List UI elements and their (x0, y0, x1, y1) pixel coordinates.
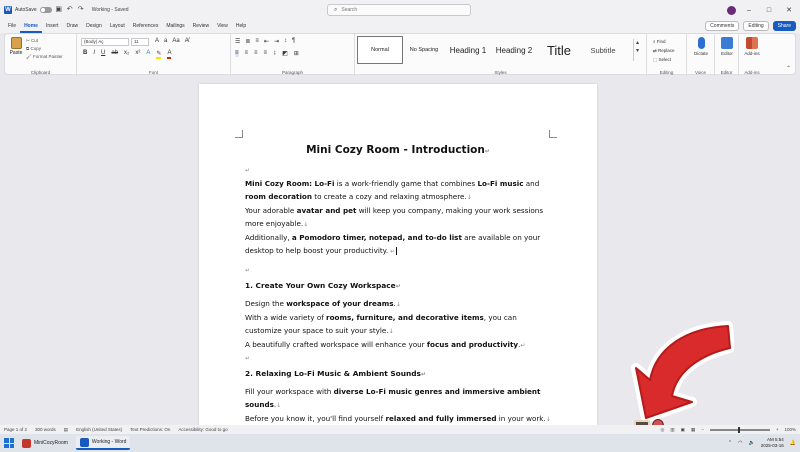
section-1-paragraph-2[interactable]: With a wide variety of rooms, furniture, and decorative items, you can customize your space to suit your style.↓ (245, 313, 517, 335)
maximize-icon[interactable]: □ (766, 6, 772, 14)
title-bar (0, 0, 800, 20)
language-status[interactable]: English (United States) (76, 427, 123, 432)
copy-button[interactable]: ⧉ Copy (26, 46, 41, 51)
body-text: and (523, 179, 540, 188)
style-subtitle[interactable]: Subtitle (590, 45, 616, 55)
tab-view[interactable]: View (217, 23, 228, 29)
bold-text: relaxed and fully immersed (385, 414, 497, 423)
body-text: . (518, 340, 521, 349)
font-group-label: Font (148, 70, 158, 75)
body-text: . (273, 400, 277, 409)
intro-paragraph-1[interactable]: Mini Cozy Room: Lo-Fi is a work-friendly game that combines Lo-Fi music and room decoration to create a cozy and relaxing atmosphere.↓ (245, 179, 540, 201)
align-right-icon[interactable]: ≡ (254, 50, 258, 56)
select-label: Select (658, 57, 672, 62)
addins-label: Add-ins (744, 51, 760, 56)
change-case-icon[interactable]: Aa (172, 38, 180, 44)
body-text: With a wide variety of (245, 313, 327, 322)
document-page[interactable] (199, 84, 597, 425)
font-size-select[interactable]: 11 (131, 38, 149, 46)
comments-button[interactable]: Comments (705, 21, 739, 31)
decrease-indent-icon[interactable]: ⇤ (263, 39, 269, 45)
cut-label: Cut (31, 38, 39, 43)
zoom-slider[interactable] (710, 429, 770, 431)
word-app-icon: W (5, 7, 11, 13)
share-button[interactable]: Share (773, 21, 796, 31)
text-cursor (396, 247, 397, 255)
align-left-icon[interactable]: ≡ (235, 50, 239, 56)
search-input[interactable] (341, 7, 451, 13)
section-2-paragraph-1[interactable]: Fill your workspace with diverse Lo-Fi music genres and immersive ambient sounds.↓ (245, 387, 541, 409)
addins-group (739, 34, 765, 76)
body-text: is a work-friendly game that combines (334, 179, 478, 188)
paste-label: Paste (9, 50, 23, 56)
bold-icon[interactable]: B (83, 50, 88, 56)
empty-paragraph[interactable]: ↵ (245, 267, 251, 274)
editing-group-label: Editing (659, 70, 674, 75)
clock-date: 2025-03-16 (760, 443, 784, 448)
taskbar (0, 434, 800, 452)
format-painter-label: Format Painter (32, 54, 63, 59)
intro-paragraph-3[interactable]: Additionally, a Pomodoro timer, notepad, and to-do list are available on your desktop to help boost your productivity. ↵ (245, 233, 541, 255)
editor-group (715, 34, 739, 76)
empty-paragraph[interactable]: ↵ (245, 355, 251, 362)
styles-group-label: Styles (494, 70, 507, 75)
show-marks-icon[interactable]: ¶ (292, 38, 296, 44)
tab-home[interactable]: Home (20, 20, 42, 33)
minimize-icon[interactable]: – (747, 6, 751, 14)
bold-text: avatar and pet (296, 206, 357, 215)
editing-mode-button[interactable]: Editing (743, 21, 768, 31)
body-text: Additionally, (245, 233, 292, 242)
tab-file[interactable]: File (8, 23, 17, 29)
grow-font-icon[interactable]: A (155, 38, 160, 44)
page-count[interactable]: Page 1 of 2 (4, 427, 28, 432)
web-layout-icon[interactable]: ▦ (690, 426, 696, 432)
undo-icon[interactable]: ↶ (66, 6, 73, 13)
bold-text: a Pomodoro timer, notepad, and to-do list (291, 233, 462, 242)
document-title: Working - Saved (91, 7, 129, 13)
autosave-toggle[interactable] (40, 7, 52, 13)
line-spacing-icon[interactable]: ↨ (273, 50, 277, 56)
taskbar-app-minicozyroom[interactable] (18, 436, 72, 450)
clock[interactable] (761, 437, 784, 449)
justify-icon[interactable]: ≡ (263, 50, 268, 56)
bold-text: Lo-Fi music (477, 179, 524, 188)
read-mode-icon[interactable]: ▥ (670, 426, 675, 432)
document-body[interactable] (245, 142, 551, 425)
proofing-icon[interactable]: ▤ (63, 426, 69, 432)
volume-icon[interactable]: 🔈 (748, 440, 755, 446)
clock-time: 5:54 (775, 437, 784, 442)
tray-overflow-icon[interactable]: ⌃ (727, 440, 733, 446)
align-center-icon[interactable]: ≡ (244, 50, 249, 56)
section-1-heading[interactable]: 1. Create Your Own Cozy Workspace↵ (245, 281, 401, 290)
style-no-spacing[interactable]: No Spacing (409, 47, 439, 53)
editor-button[interactable] (716, 37, 738, 56)
copy-label: Copy (30, 46, 41, 51)
addins-group-label: Add-ins (744, 70, 760, 75)
addins-button[interactable] (740, 37, 764, 56)
borders-icon[interactable]: ⊞ (293, 51, 299, 57)
style-title[interactable]: Title (546, 42, 572, 58)
accessibility-status[interactable]: Accessibility: Good to go (178, 427, 228, 432)
tab-help[interactable]: Help (235, 23, 247, 29)
shading-icon[interactable]: ◩ (282, 51, 288, 57)
body-text: will keep you company, making your work sessions more enjoyable. (245, 206, 544, 228)
taskbar-app-word[interactable] (76, 436, 131, 450)
strikethrough-icon[interactable]: ab (111, 50, 119, 56)
taskbar-app-label: MiniCozyRoom (34, 440, 68, 446)
bold-text: diverse Lo-Fi music genres and immersive ambient sounds (245, 387, 541, 409)
tab-review[interactable]: Review (192, 23, 210, 29)
format-painter-button[interactable]: 🖌 Format Painter (26, 54, 63, 59)
search-box[interactable] (327, 4, 471, 16)
shrink-font-icon[interactable]: a (164, 38, 168, 44)
margin-corner-top-right (549, 130, 557, 138)
section-2-paragraph-2[interactable]: Before you know it, you'll find yourself relaxed and fully immersed in your work.↓ (245, 414, 551, 423)
tab-draw[interactable]: Draw (66, 23, 79, 29)
autosave-label: AutoSave (15, 7, 37, 13)
editor-label: Editor (721, 51, 733, 56)
underline-icon[interactable]: U (101, 50, 106, 56)
clock-period: AM (766, 437, 774, 442)
tab-mailings[interactable]: Mailings (166, 23, 185, 29)
close-icon[interactable]: ✕ (786, 7, 792, 14)
voice-group-label: Voice (694, 70, 706, 75)
windows-start-icon[interactable] (4, 438, 14, 448)
minicozyroom-app-icon (22, 439, 31, 448)
clipboard-group-label: Clipboard (30, 70, 51, 75)
italic-icon[interactable]: I (93, 50, 96, 56)
word-app-icon (80, 438, 89, 447)
superscript-icon[interactable]: x² (135, 50, 141, 56)
section-1-heading-text: 1. Create Your Own Cozy Workspace (245, 281, 396, 290)
microphone-icon (698, 37, 705, 49)
font-name-select[interactable]: (Body) Aç (81, 38, 129, 46)
find-button[interactable]: ⌕ Find (653, 39, 666, 44)
body-text: in your work. (496, 414, 546, 423)
print-layout-icon[interactable]: ▣ (680, 426, 685, 432)
style-heading-2[interactable]: Heading 2 (495, 45, 533, 55)
bold-text: focus and productivity (426, 340, 519, 349)
style-heading-1[interactable]: Heading 1 (449, 45, 487, 55)
taskbar-app-label: Working - Word (91, 439, 127, 445)
subscript-icon[interactable]: x₂ (124, 50, 130, 56)
numbering-icon[interactable]: ≣ (245, 39, 251, 45)
font-group (77, 34, 231, 76)
tab-design[interactable]: Design (86, 23, 102, 29)
bold-text: rooms, furniture, and decorative items (326, 313, 484, 322)
font-color-icon[interactable]: A (167, 50, 171, 59)
margin-corner-top-left (235, 130, 243, 138)
editor-group-label: Editor (720, 70, 733, 75)
editor-pen-icon (721, 37, 733, 49)
section-1-paragraph-1[interactable]: Design the workspace of your dreams.↓ (245, 299, 401, 308)
search-icon: ⌕ (334, 6, 338, 13)
sort-icon[interactable]: ↕ (284, 38, 287, 44)
bullets-icon[interactable]: ☰ (235, 39, 241, 45)
bold-text: workspace of your dreams (286, 299, 394, 308)
highlight-icon[interactable]: ✎ (156, 51, 162, 57)
voice-group (687, 34, 715, 76)
section-2-heading[interactable]: 2. Relaxing Lo-Fi Music & Ambient Sounds↵ (245, 369, 426, 378)
cut-button[interactable]: ✂ Cut (26, 38, 39, 43)
multilevel-list-icon[interactable]: ≡ (255, 38, 259, 44)
text-predictions-status[interactable]: Text Predictions: On (130, 427, 171, 432)
body-text: A beautifully crafted workspace will enhance your (245, 340, 427, 349)
document-heading-text: Mini Cozy Room - Introduction (306, 144, 485, 156)
section-1-paragraph-3[interactable]: A beautifully crafted workspace will enhance your focus and productivity.↵ (245, 340, 526, 349)
notifications-icon[interactable]: 🔔 (789, 440, 796, 446)
zoom-out-icon[interactable]: − (701, 427, 704, 432)
paste-icon (11, 37, 22, 49)
dictate-label: Dictate (693, 51, 708, 56)
clipboard-group (5, 34, 77, 76)
tab-references[interactable]: References (132, 23, 159, 29)
red-curved-arrow (616, 318, 734, 426)
save-icon[interactable]: ▣ (55, 6, 62, 13)
status-bar (0, 425, 800, 434)
replace-button[interactable]: ⇄ Replace (653, 48, 675, 53)
tab-insert[interactable]: Insert (45, 23, 59, 29)
addins-grid-icon (746, 37, 758, 49)
bold-text: Mini Cozy Room: Lo-Fi (245, 179, 335, 188)
body-text: Design the (245, 299, 287, 308)
body-text: Before you know it, you'll find yourself (245, 414, 386, 423)
bold-text: room decoration (245, 192, 312, 201)
zoom-level[interactable]: 100% (784, 427, 796, 432)
collapse-ribbon-icon[interactable]: ⌃ (785, 66, 791, 72)
focus-icon[interactable]: ◎ (660, 426, 665, 432)
redo-icon[interactable]: ↷ (77, 6, 84, 13)
avatar[interactable] (727, 6, 736, 15)
document-heading[interactable]: Mini Cozy Room - Introduction↵ (306, 144, 490, 156)
clear-format-icon[interactable]: A̸ (184, 38, 189, 44)
styles-gallery (357, 36, 643, 64)
menu-tabs (0, 20, 800, 33)
section-2-heading-text: 2. Relaxing Lo-Fi Music & Ambient Sounds (245, 369, 421, 378)
tab-layout[interactable]: Layout (109, 23, 125, 29)
dictate-button[interactable] (689, 37, 713, 56)
word-count[interactable]: 300 words (35, 427, 56, 432)
paragraph-group-label: Paragraph (281, 70, 303, 75)
select-button[interactable]: ⬚ Select (653, 57, 672, 62)
body-text: Fill your workspace with (245, 387, 334, 396)
wifi-icon[interactable]: ◠ (738, 440, 743, 446)
increase-indent-icon[interactable]: ⇥ (273, 39, 279, 45)
body-text: Your adorable (245, 206, 297, 215)
text-effects-icon[interactable]: A (146, 50, 151, 56)
system-tray (728, 434, 796, 452)
paste-button[interactable] (9, 37, 23, 56)
style-normal[interactable]: Normal (357, 36, 403, 64)
styles-more-icon[interactable]: ▴ ▾ (633, 39, 641, 61)
intro-paragraph-2[interactable]: Your adorable avatar and pet will keep you company, making your work sessions more enjoyable.↓ (245, 206, 544, 228)
body-text: . (393, 299, 396, 308)
replace-label: Replace (658, 48, 675, 53)
body-text: to create a cozy and relaxing atmosphere. (311, 192, 467, 201)
ribbon (4, 33, 796, 75)
body-text: are available on your desktop to help boost your productivity. (245, 233, 541, 255)
find-label: Find (656, 39, 666, 44)
zoom-in-icon[interactable]: + (775, 427, 779, 432)
paragraph-group (231, 34, 355, 76)
empty-paragraph[interactable]: ↵ (245, 167, 251, 174)
body-text: , you can customize your space to suit your style. (245, 313, 517, 335)
